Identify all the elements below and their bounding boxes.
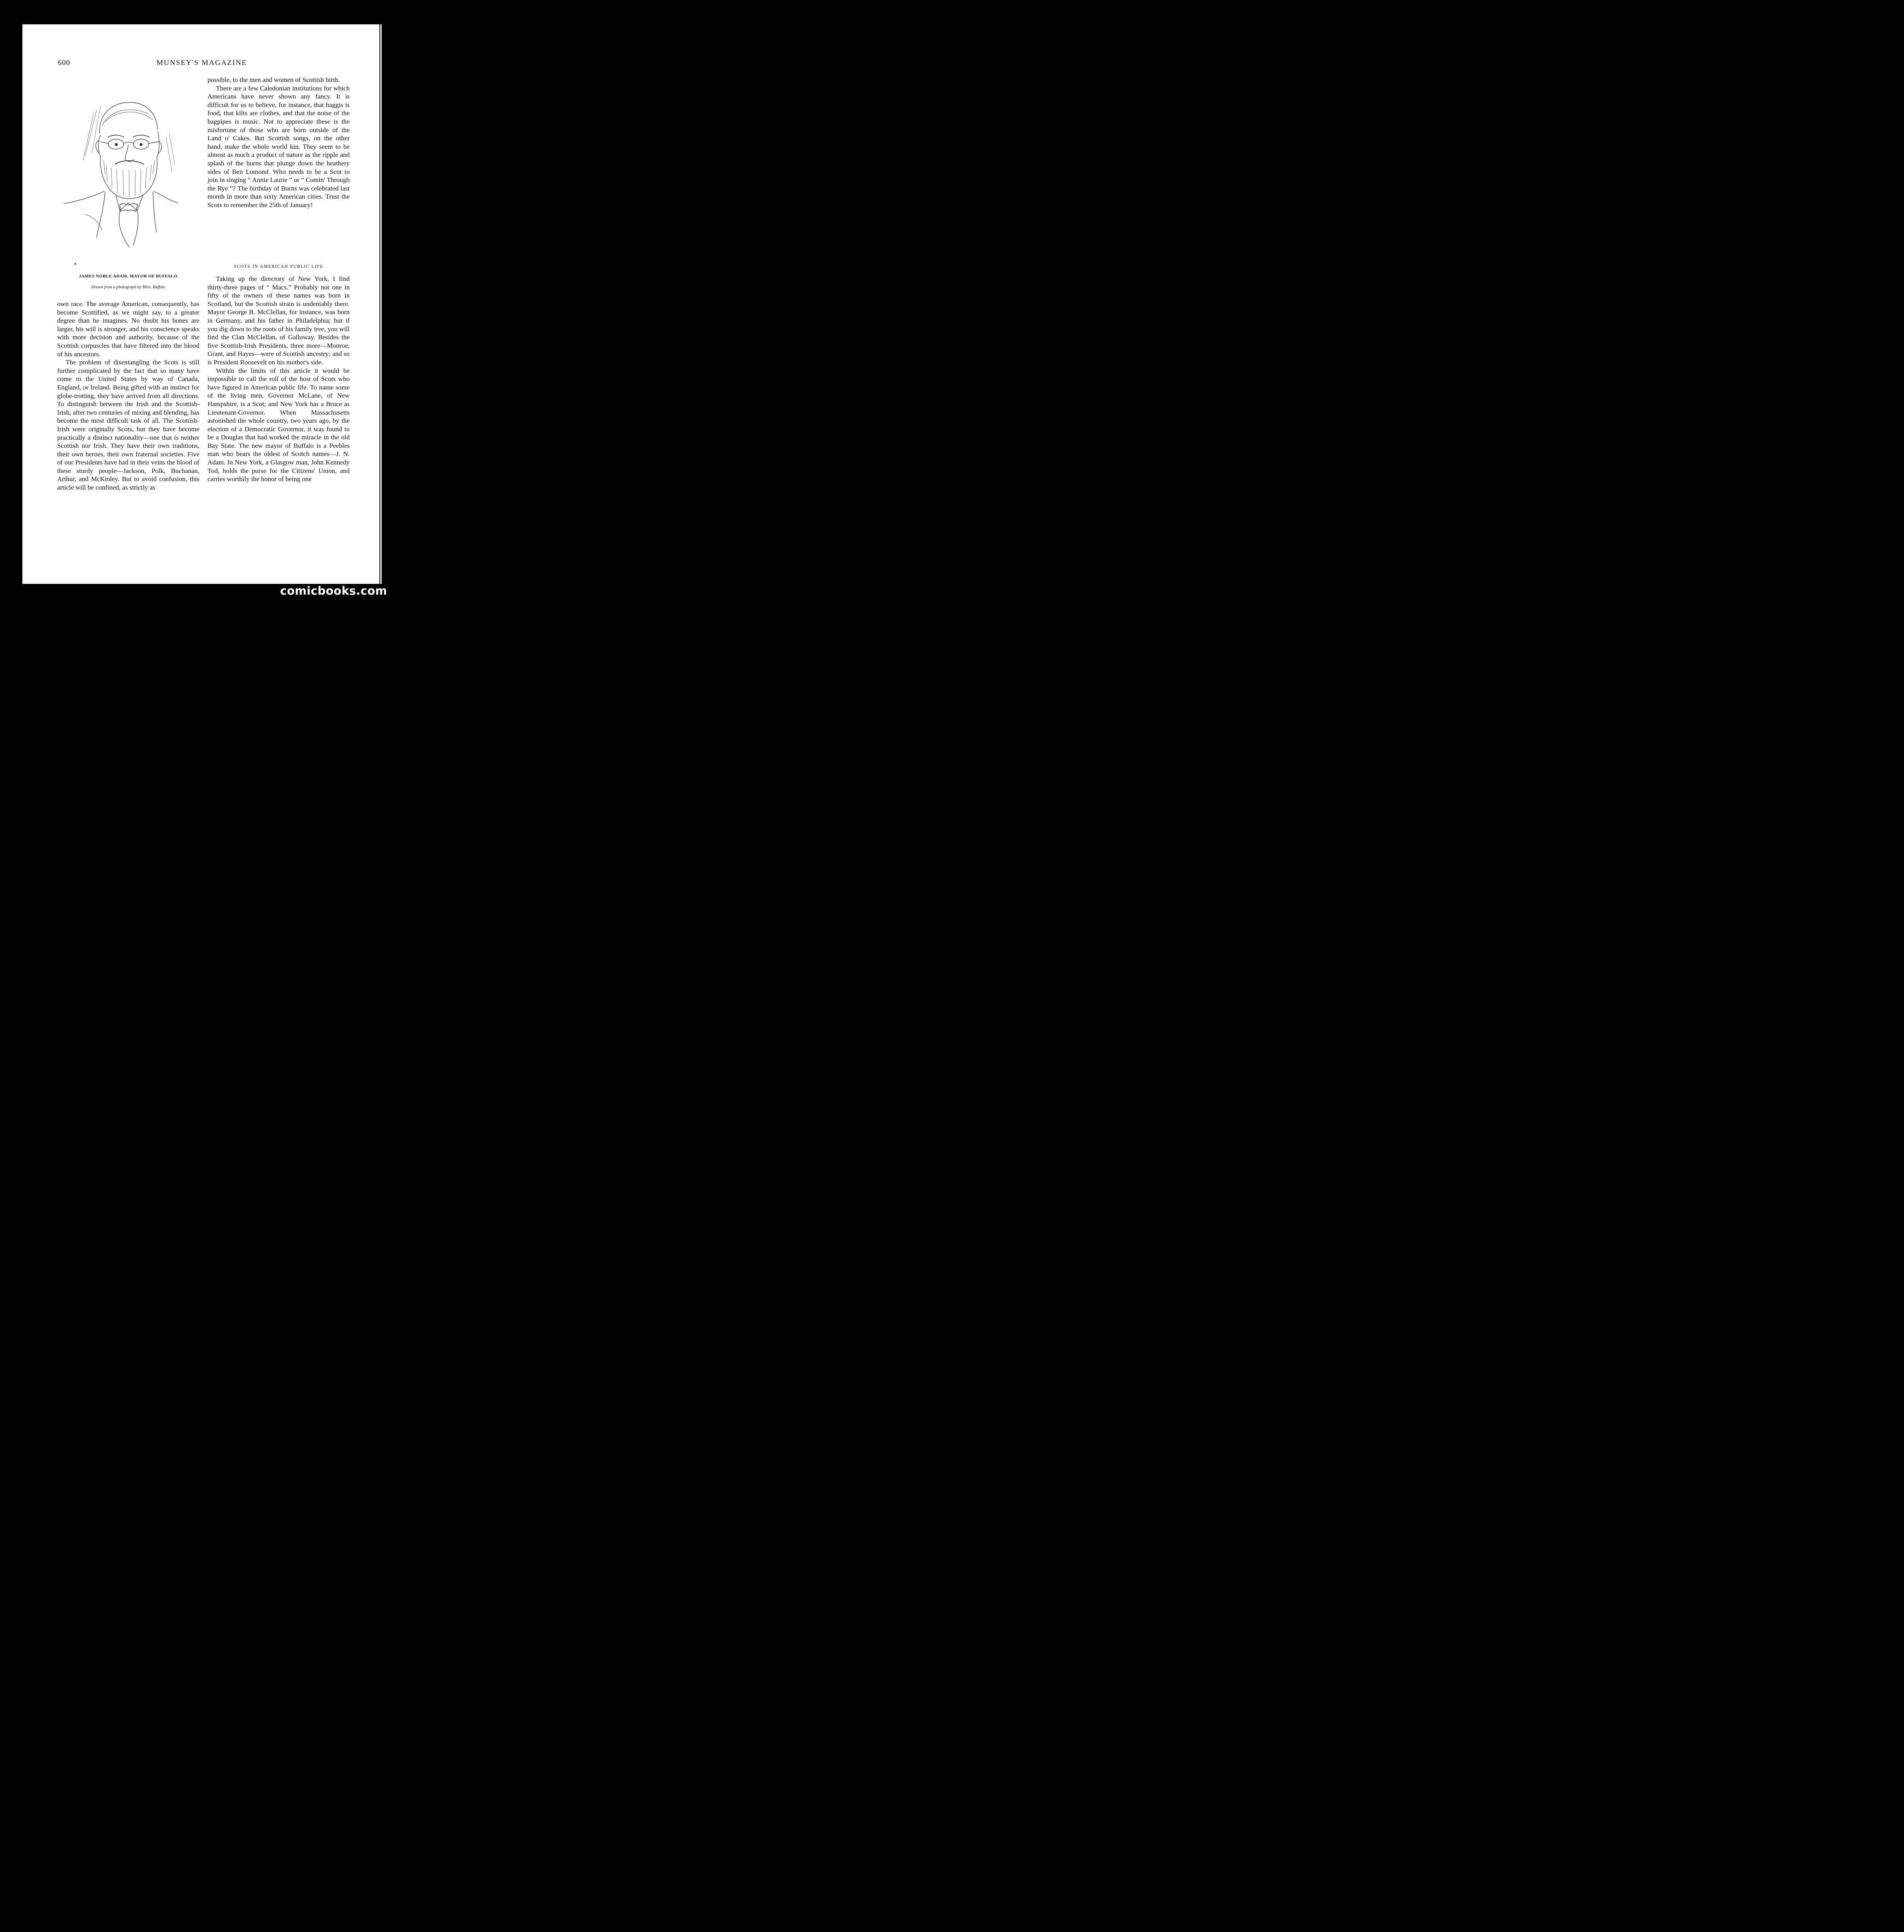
printer-dot	[75, 263, 76, 265]
left-column	[57, 300, 199, 492]
right-column-section	[207, 275, 350, 483]
paragraph: Within the limits of this article it would be impossible to call the roll of the host of Scots who have figured in American public life. To name some of the living men, Governor McLane, of New Hampshire, is a Scot; and New York has a Bruce as Lieutenant-Governor. When Massachusetts astonished the whole country, two years ago, by the election of a Democratic Governor, it was found to be a Douglas that had worked the miracle in the old Bay State. The new mayor of Buffalo is a Peebles man who bears the oldest of Scotch names—J. N. Adam. In New York, a Glasgow man, John Kennedy Tod, holds the purse for the Citizens' Union, and carries worthily the honor of being one	[207, 367, 350, 483]
watermark: comicbooks.com	[280, 584, 387, 597]
paragraph: There are a few Caledonian institutions for which Americans have never shown any fancy. It is difficult for us to believe, for instance, that haggis is food, that kilts are clothes, and that the noise of the bagpipes is music. Not to appreciate these is the misfortune of those who are born outside of the Land o' Cakes. But Scottish songs, on the other hand, make the whole world kin. They seem to be almost as much a product of nature as the ripple and splash of the burns that plunge down the heathery sides of Ben Lomond. Who needs to be a Scot to join in singing “ Annie Laurie ” or “ Comin' Through the Rye ”? The birthday of Burns was celebrated last month in more than sixty American cities. Trust the Scots to remember the 25th of January!	[207, 84, 350, 209]
paragraph: possible, to the men and women of Scottish birth.	[207, 76, 340, 83]
illustration-credit: Drawn from a photograph by Bliss, Buffalo	[91, 285, 165, 289]
paragraph: Taking up the directory of New York, I find thirty-three pages of “ Macs.” Probably not one in fifty of the owners of these names was born in Scotland, but the Scottish strain is undeniably there. Mayor George B. McClellan, for instance, was born in Germany, and his father in Philadelphia; but if you dig down to the roots of his family tree, you will find the Clan McClellan, of Galloway. Besides the five Scottish-Irish Presidents, three more—Monroe, Grant, and Hayes—were of Scottish ancestry; and so is President Roosevelt on his mother's side.	[207, 275, 350, 366]
illustration-caption: JAMES NOBLE ADAM, MAYOR OF BUFFALO	[79, 274, 178, 279]
running-head-title: MUNSEY'S MAGAZINE	[156, 59, 247, 67]
section-heading: SCOTS IN AMERICAN PUBLIC LIFE	[234, 264, 323, 269]
facing-page-edge	[380, 24, 382, 584]
portrait-illustration	[62, 99, 182, 249]
paragraph: own race. The average American, consequently, has become Scottified, as we might say, to a greater degree than he imagines. No doubt his bones are larger, his will is stronger, and his conscience speaks with more decision and authority, because of the Scottish corpuscles that have filtered into the blood of his ancestors.	[57, 300, 199, 358]
paragraph: The problem of disentangling the Scots is still further complicated by the fact that so many have come to the United States by way of Canada, England, or Ireland. Being gifted with an instinct for globe-trotting, they have arrived from all directions. To distinguish between the Irish and the Scottish-Irish, after two centuries of mixing and blending, has become the most difficult task of all. The Scottish-Irish were originally Scots, but they have become practically a distinct nationality—one that is neither Scottish nor Irish. They have their own traditions, their own heroes, their own fraternal societies. Five of our Presidents have had in their veins the blood of these sturdy people—Jackson, Polk, Buchanan, Arthur, and McKinley. But to avoid confusion, this article will be confined, as strictly as	[57, 359, 199, 492]
page-number: 600	[58, 59, 70, 67]
right-column	[207, 76, 350, 209]
